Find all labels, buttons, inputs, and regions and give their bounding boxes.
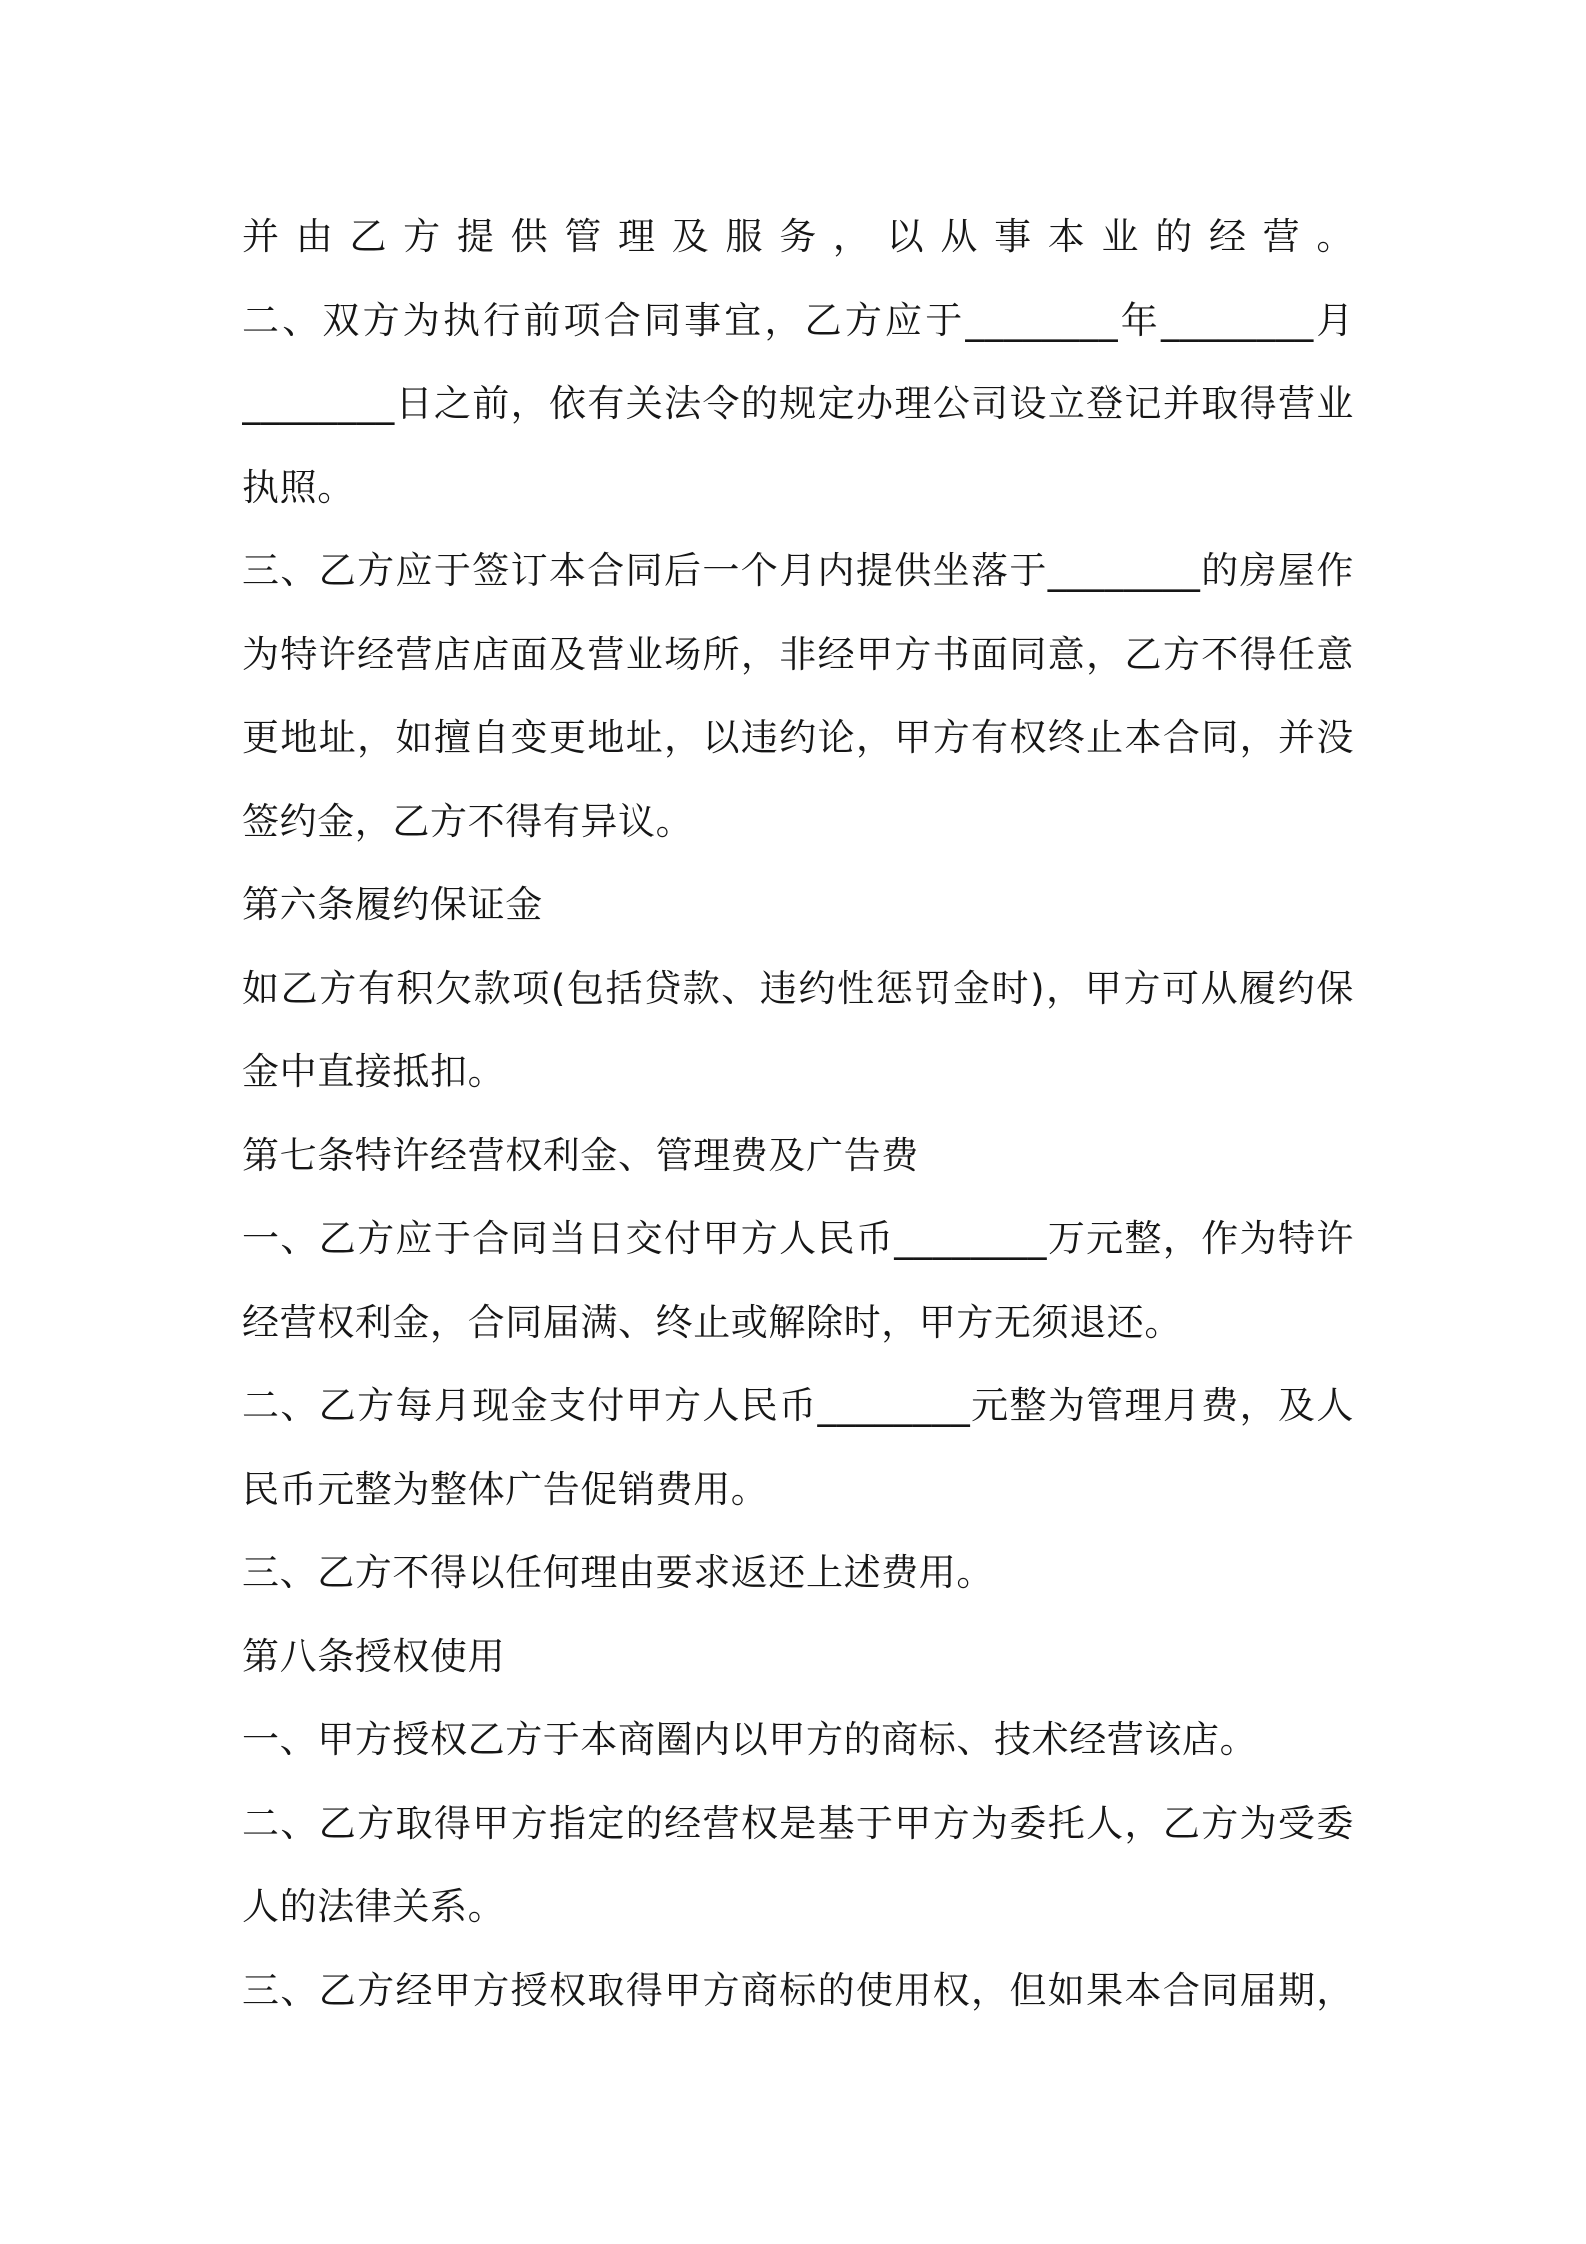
document-body: [242, 195, 1354, 2032]
section-heading: 第六条履约保证金: [242, 883, 543, 926]
text-line: 执照。: [242, 465, 355, 509]
text-line: 民币元整为整体广告促销费用。: [242, 1467, 769, 1511]
text-line: 签约金，乙方不得有异议。: [242, 799, 694, 843]
text-line: 经营权利金，合同届满、终止或解除时，甲方无须退还。: [242, 1300, 1182, 1344]
text-line: 三、乙方经甲方授权取得甲方商标的使用权，但如果本合同届期，: [242, 1968, 1354, 2012]
text-line: 三、乙方应于签订本合同后一个月内提供坐落于________的房屋作: [242, 549, 1354, 592]
text-line: 人的法律关系。: [242, 1885, 506, 1928]
text-line: ________日之前，依有关法令的规定办理公司设立登记并取得营业: [242, 382, 1354, 425]
text-line: 一、甲方授权乙方于本商圈内以甲方的商标、技术经营该店。: [242, 1718, 1258, 1761]
text-line: 一、乙方应于合同当日交付甲方人民币________万元整，作为特许: [242, 1217, 1354, 1260]
text-line: 更地址，如擅自变更地址，以违约论，甲方有权终止本合同，并没: [242, 716, 1354, 759]
text-line: 三、乙方不得以任何理由要求返还上述费用。: [242, 1551, 994, 1594]
text-line: 二、双方为执行前项合同事宜，乙方应于________年________月: [242, 298, 1354, 342]
text-line: 如乙方有积欠款项(包括贷款、违约性惩罚金时)，甲方可从履约保: [242, 966, 1354, 1010]
text-line: 金中直接抵扣。: [242, 1050, 506, 1093]
section-heading: 第七条特许经营权利金、管理费及广告费: [242, 1133, 919, 1177]
text-line: 并由乙方提供管理及服务，以从事本业的经营。: [242, 215, 1354, 258]
section-heading: 第八条授权使用: [242, 1634, 506, 1678]
text-line: 为特许经营店店面及营业场所，非经甲方书面同意，乙方不得任意: [242, 632, 1354, 676]
text-line: 二、乙方每月现金支付甲方人民币________元整为管理月费，及人: [242, 1384, 1354, 1427]
text-line: 二、乙方取得甲方指定的经营权是基于甲方为委托人，乙方为受委: [242, 1801, 1354, 1845]
